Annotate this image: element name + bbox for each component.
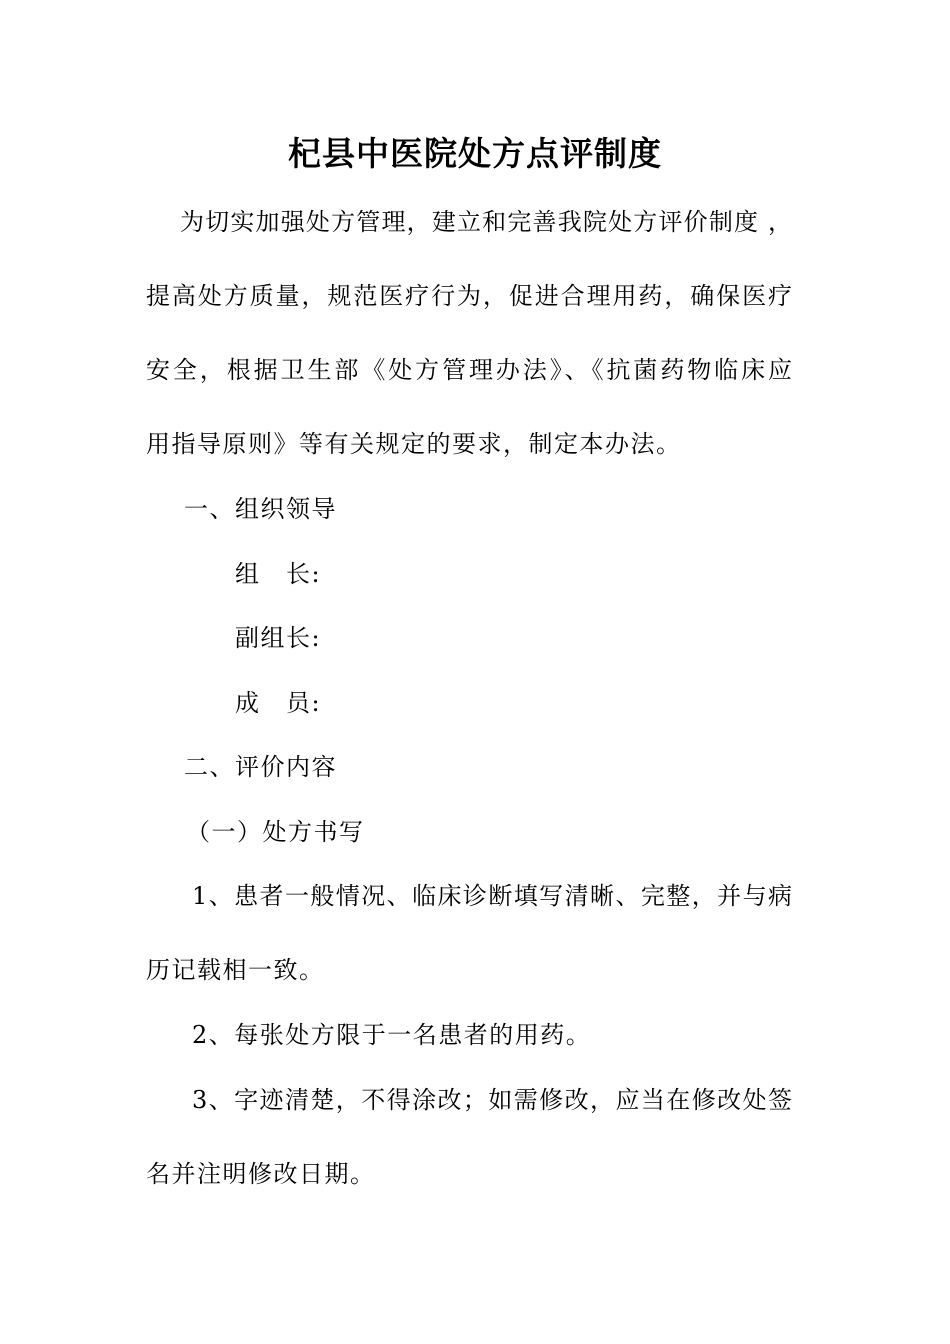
item-1-line-2: 历记载相一致。 <box>146 956 325 984</box>
subsection-prescription-writing: （一）处方书写 <box>186 818 365 846</box>
intro-line-3: 安全，根据卫生部《处方管理办法》、《抗菌药物临床应 <box>146 356 792 384</box>
section-heading-organization: 一、组织领导 <box>184 495 337 523</box>
section-heading-evaluation: 二、评价内容 <box>184 753 337 781</box>
intro-line-1: 为切实加强处方管理，建立和完善我院处方评价制度 ， <box>180 208 792 236</box>
intro-line-2: 提高处方质量，规范医疗行为，促进合理用药，确保医疗 <box>146 282 792 310</box>
item-3-line-1: 3、字迹清楚，不得涂改；如需修改，应当在修改处签 <box>192 1086 792 1114</box>
intro-line-4: 用指导原则》等有关规定的要求，制定本办法。 <box>146 430 682 458</box>
members-label: 成 员: <box>235 689 322 717</box>
deputy-leader-label: 副组长: <box>235 624 322 652</box>
leader-label: 组 长: <box>235 560 322 588</box>
item-1-line-1: 1、患者一般情况、临床诊断填写清晰、完整，并与病 <box>192 882 792 910</box>
item-3-line-2: 名并注明修改日期。 <box>146 1160 376 1188</box>
item-2: 2、每张处方限于一名患者的用药。 <box>192 1021 592 1049</box>
document-title: 杞县中医院处方点评制度 <box>288 134 662 173</box>
